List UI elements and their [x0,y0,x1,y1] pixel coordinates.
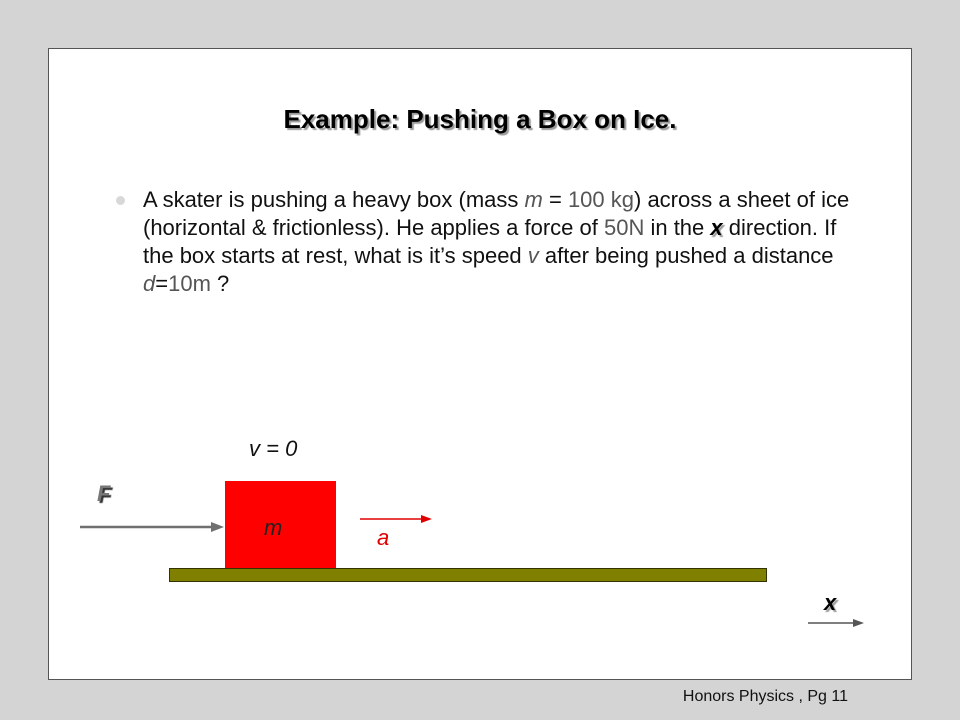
text-segment: in the [644,215,711,240]
text-segment: ? [210,271,230,296]
text-segment: A skater is pushing a heavy box (mass [143,187,525,212]
initial-velocity-label: v = 0 [249,436,298,461]
problem-text [143,186,863,298]
mass-symbol: m [524,187,543,212]
text-segment: after being pushed a distance [538,243,834,268]
distance-symbol: d [143,271,156,296]
text-segment: = [542,187,568,212]
slide-frame [48,48,912,680]
x-axis-label: x [824,590,837,615]
distance-value: 10m [168,271,211,296]
text-segment: direction. If the box starts at rest, what is it’s speed [143,215,837,268]
acceleration-label: a [377,525,390,550]
force-label: F [97,481,111,506]
slide-title: Example: Pushing a Box on Ice. [283,104,677,134]
footer-page-info: Honors Physics , Pg 11 [682,688,848,705]
mass-value: 100 kg [567,187,634,212]
x-direction-symbol: x [710,215,723,240]
text-segment: = [155,271,169,296]
text-segment: ) across a sheet of ice (horizontal & frictionless). He applies a force of [143,187,850,240]
ice-surface [169,568,767,582]
mass-label: m [264,515,283,540]
force-value: 50N [603,215,645,240]
speed-symbol: v [527,243,539,268]
bullet-icon [116,196,125,205]
